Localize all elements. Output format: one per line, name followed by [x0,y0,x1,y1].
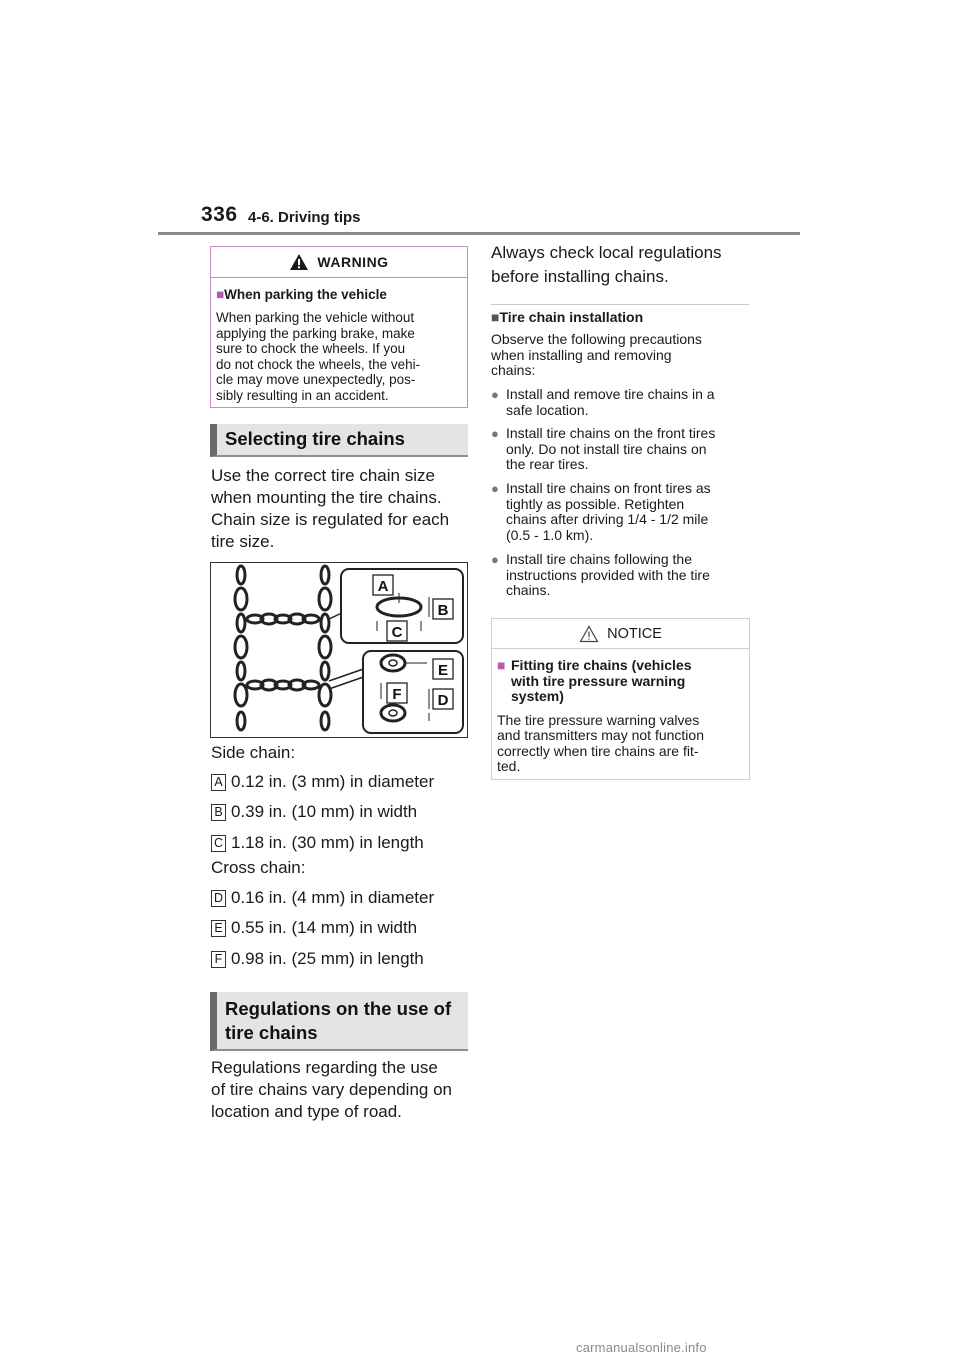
spec-item: A 0.12 in. (3 mm) in diameter [211,772,434,792]
header-rule [158,232,800,235]
figure-label-a: A [377,578,389,595]
side-chain-label: Side chain: [211,743,296,762]
label-badge: B [211,804,226,821]
notice-subheading: ■ Fitting tire chains (vehicles with tire pressure warning system) [497,657,692,704]
square-bullet-icon: ■ [497,657,506,673]
page-number: 336 [201,203,238,226]
square-bullet-icon: ■ [491,309,500,325]
warning-header [211,247,467,278]
bullet-dot-icon: ● [491,481,499,496]
regulations-continued: Always check local regulations before installing chains. [491,243,722,286]
spec-item: D 0.16 in. (4 mm) in diameter [211,888,434,908]
regulations-paragraph: Regulations regarding the use of tire chains vary depending on location and type of road. [211,1058,452,1121]
figure-label-e: E [437,662,449,679]
regulations-heading: Regulations on the use of tire chains [210,992,468,1051]
list-item: ● Install tire chains following the instructions provided with the tire chains. [491,551,710,598]
list-item: ● Install tire chains on the front tires only. Do not install tire chains on the rear tires. [491,425,716,472]
label-badge: E [211,920,226,937]
warning-text: When parking the vehicle without applying the parking brake, make sure to chock the wheels. If you do not chock the wheels, the vehi- cle may move unexpectedly, pos- sibly resulting in an accident. [216,310,421,403]
spec-item: B 0.39 in. (10 mm) in width [211,802,417,822]
section-title: 4-6. Driving tips [248,209,361,226]
selecting-tire-chains-heading: Selecting tire chains [210,424,468,457]
chain-illustration [211,563,467,737]
warning-subheading: ■When parking the vehicle [216,287,387,302]
spec-item: E 0.55 in. (14 mm) in width [211,918,417,938]
installation-heading: ■Tire chain installation [491,309,644,325]
bullet-dot-icon: ● [491,387,499,402]
label-badge: A [211,774,226,791]
label-badge: F [211,951,226,968]
notice-title: NOTICE [607,625,662,642]
cross-chain-label: Cross chain: [211,858,306,877]
tire-chain-diagram [210,562,468,738]
selecting-paragraph: Use the correct tire chain size when mounting the tire chains. Chain size is regulated for each tire size. [211,466,450,551]
warning-box [210,246,468,408]
caution-triangle-icon [579,625,599,643]
notice-box [491,618,750,780]
list-item: ● Install tire chains on front tires as tightly as possible. Retighten chains after driving 1/4 - 1/2 mile (0.5 - 1.0 km). [491,480,711,543]
figure-label-d: D [437,692,449,709]
figure-label-c: C [391,624,403,641]
notice-text: The tire pressure warning valves and transmitters may not function correctly when tire chains are fit- ted. [497,711,704,774]
warning-title: WARNING [317,254,389,270]
divider [491,304,749,305]
spec-item: F 0.98 in. (25 mm) in length [211,949,424,969]
warning-triangle-icon [289,253,309,271]
label-badge: C [211,835,226,852]
bullet-dot-icon: ● [491,552,499,567]
spec-item: C 1.18 in. (30 mm) in length [211,833,424,853]
bullet-dot-icon: ● [491,426,499,441]
watermark: carmanualsonline.info [576,1340,707,1355]
square-bullet-icon: ■ [216,287,225,302]
notice-header [492,619,749,649]
figure-label-b: B [437,602,449,619]
figure-label-f: F [392,686,402,703]
installation-intro: Observe the following precautions when installing and removing chains: [491,331,702,378]
label-badge: D [211,890,226,907]
list-item: ● Install and remove tire chains in a safe location. [491,386,715,418]
